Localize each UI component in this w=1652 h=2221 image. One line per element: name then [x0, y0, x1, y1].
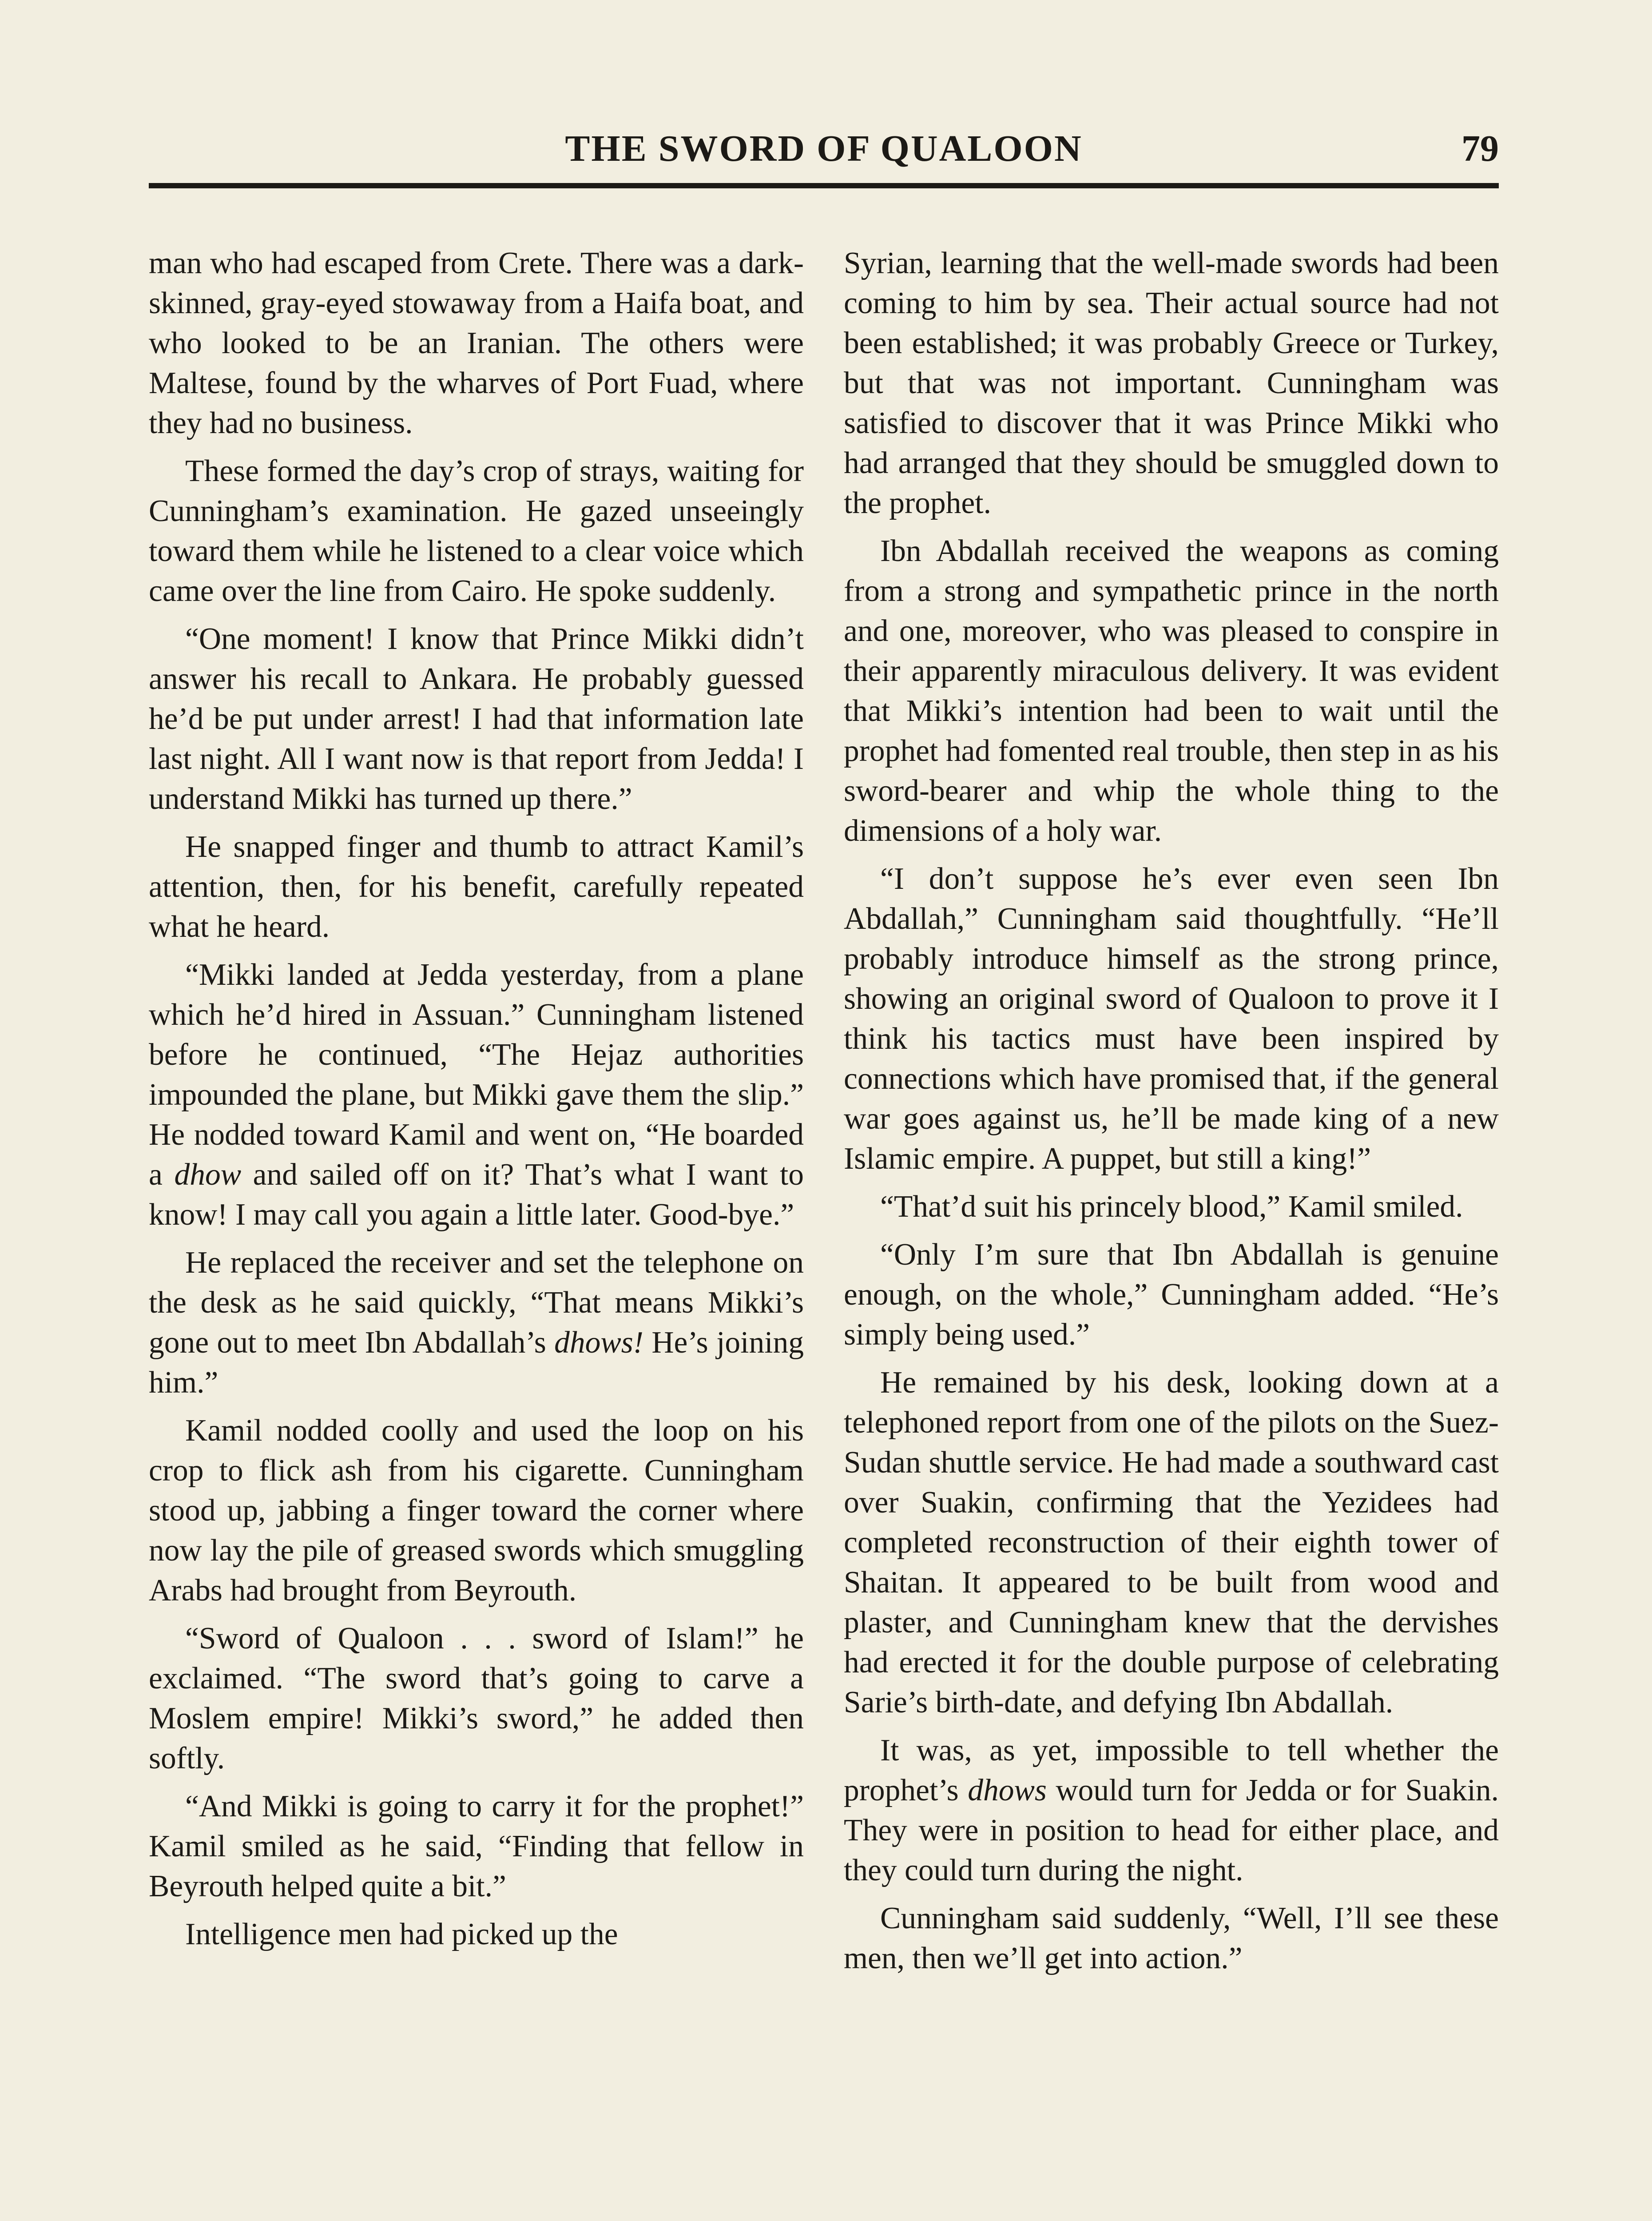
paragraph-text: Intelligence men had picked up the	[185, 1917, 618, 1951]
paragraph	[844, 531, 1499, 851]
page-number: 79	[1461, 128, 1499, 169]
paragraph	[844, 1235, 1499, 1355]
paragraph	[149, 1243, 804, 1403]
paragraph-text: “One moment! I know that Prince Mikki didn’t answer his recall to Ankara. He probably guessed he’d be put under arrest! I had that information late last night. All I want now is that report from Jedda! I understand Mikki has turned up there.”	[149, 622, 804, 816]
paragraph	[149, 451, 804, 611]
paragraph	[844, 243, 1499, 523]
paragraph-text: These formed the day’s crop of strays, waiting for Cunningham’s examination. He gazed unseeingly toward them while he listened to a clear voice which came over the line from Cairo. He spoke suddenly.	[149, 454, 804, 608]
running-title: THE SWORD OF QUALOON	[565, 128, 1083, 169]
right-column	[844, 243, 1499, 1986]
paragraph	[844, 1187, 1499, 1227]
paragraph-text: man who had escaped from Crete. There was a dark-skinned, gray-eyed stowaway from a Haifa boat, and who looked to be an Iranian. The others were Maltese, found by the wharves of Port Fuad, where they had no business.	[149, 246, 804, 440]
paragraph-text: “Sword of Qualoon . . . sword of Islam!” he exclaimed. “The sword that’s going to carve a Moslem empire! Mikki’s sword,” he added then softly.	[149, 1621, 804, 1775]
italic-word: dhows	[968, 1773, 1047, 1807]
paragraph-text: would turn for Jedda or for Suakin. They were in position to head for either place, and they could turn during the night.	[844, 1773, 1499, 1887]
paragraph	[149, 1619, 804, 1779]
italic-word: dhow	[174, 1158, 242, 1192]
paragraph	[149, 619, 804, 819]
paragraph-text: and sailed off on it? That’s what I want to know! I may call you again a little later. Good-bye.”	[149, 1158, 804, 1232]
paragraph-text: He’s joining him.”	[149, 1325, 804, 1400]
left-column	[149, 243, 804, 1962]
paragraph-text: He replaced the receiver and set the telephone on the desk as he said quickly, “That means Mikki’s gone out to meet Ibn Abdallah’s	[149, 1246, 804, 1360]
paragraph-text: Syrian, learning that the well-made swords had been coming to him by sea. Their actual source had not been established; it was probably Greece or Turkey, but that was not important. Cunningham was satisfied to discover that it was Prince Mikki who had arranged that they should be smuggled down to the prophet.	[844, 246, 1499, 520]
paragraph	[844, 1731, 1499, 1891]
header-rule	[149, 183, 1499, 188]
paragraph-text: Ibn Abdallah received the weapons as coming from a strong and sympathetic prince in the north and one, moreover, who was pleased to conspire in their apparently miraculous delivery. It was evident that Mikki’s intention had been to wait until the prophet had fomented real trouble, then step in as his sword-bearer and whip the whole thing to the dimensions of a holy war.	[844, 534, 1499, 848]
paragraph-text: It was, as yet, impossible to tell whether the prophet’s	[844, 1733, 1499, 1807]
running-header	[149, 124, 1499, 178]
paragraph	[149, 1411, 804, 1611]
paragraph	[844, 1363, 1499, 1723]
paragraph-text: He snapped finger and thumb to attract Kamil’s attention, then, for his benefit, carefully repeated what he heard.	[149, 830, 804, 944]
paragraph	[149, 1915, 804, 1954]
paragraph	[844, 1899, 1499, 1978]
paragraph-text: “That’d suit his princely blood,” Kamil smiled.	[880, 1190, 1463, 1224]
paragraph	[149, 827, 804, 947]
paragraph	[149, 955, 804, 1235]
paragraph	[149, 1787, 804, 1907]
paragraph	[149, 243, 804, 443]
paragraph	[844, 859, 1499, 1179]
paragraph-text: “Mikki landed at Jedda yesterday, from a plane which he’d hired in Assuan.” Cunningham listened before he continued, “The Hejaz authorities impounded the plane, but Mikki gave them the slip.” He nodded toward Kamil and went on, “He boarded a	[149, 958, 804, 1192]
paragraph-text: “I don’t suppose he’s ever even seen Ibn Abdallah,” Cunningham said thoughtfully. “He’ll probably introduce himself as the strong prince, showing an original sword of Qualoon to prove it I think his tactics must have been inspired by connections which have promised that, if the general war goes against us, he’ll be made king of a new Islamic empire. A puppet, but still a king!”	[844, 862, 1499, 1176]
paragraph-text: “And Mikki is going to carry it for the prophet!” Kamil smiled as he said, “Finding that fellow in Beyrouth helped quite a bit.”	[149, 1789, 804, 1903]
paragraph-text: “Only I’m sure that Ibn Abdallah is genuine enough, on the whole,” Cunningham added. “He’s simply being used.”	[844, 1238, 1499, 1352]
paragraph-text: Kamil nodded coolly and used the loop on his crop to flick ash from his cigarette. Cunningham stood up, jabbing a finger toward the corner where now lay the pile of greased swords which smuggling Arabs had brought from Beyrouth.	[149, 1413, 804, 1608]
paragraph-text: Cunningham said suddenly, “Well, I’ll see these men, then we’ll get into action.”	[844, 1901, 1499, 1975]
italic-word: dhows!	[554, 1325, 643, 1360]
paragraph-text: He remained by his desk, looking down at a telephoned report from one of the pilots on the Suez-Sudan shuttle service. He had made a southward cast over Suakin, confirming that the Yezidees had completed reconstruction of their eighth tower of Shaitan. It appeared to be built from wood and plaster, and Cunningham knew that the dervishes had erected it for the double purpose of celebrating Sarie’s birth-date, and defying Ibn Abdallah.	[844, 1365, 1499, 1719]
